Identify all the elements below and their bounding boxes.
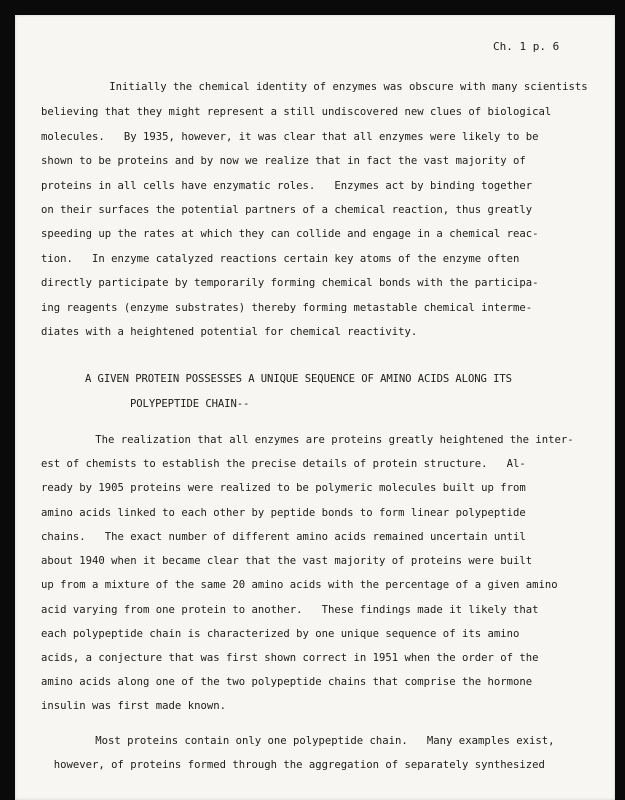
paragraph-2-line-12: insulin was first made known. xyxy=(41,700,226,712)
paragraph-2-line-7: up from a mixture of the same 20 amino acids with the percentage of a given amino xyxy=(41,579,558,591)
paragraph-1-line-5: proteins in all cells have enzymatic roles. Enzymes act by binding together xyxy=(41,180,533,192)
paragraph-1-line-10: ing reagents (enzyme substrates) thereby forming metastable chemical interme- xyxy=(41,302,533,314)
paragraph-1-line-7: speeding up the rates at which they can collide and engage in a chemical reac- xyxy=(41,228,539,240)
paragraph-1-line-6: on their surfaces the potential partners of a chemical reaction, thus greatly xyxy=(41,204,533,216)
paragraph-2-line-5: chains. The exact number of different amino acids remained uncertain until xyxy=(41,531,526,543)
paragraph-1-line-11: diates with a heightened potential for chemical reactivity. xyxy=(41,326,418,338)
paragraph-2-line-3: ready by 1905 proteins were realized to be polymeric molecules built up from xyxy=(41,482,526,494)
paragraph-2-line-6: about 1940 when it became clear that the vast majority of proteins were built xyxy=(41,555,533,567)
paragraph-1-line-2: believing that they might represent a still undiscovered new clues of biological xyxy=(41,106,552,118)
section-heading-line-1: A GIVEN PROTEIN POSSESSES A UNIQUE SEQUENCE OF AMINO ACIDS ALONG ITS xyxy=(85,373,512,385)
paragraph-1-line-9: directly participate by temporarily forming chemical bonds with the participa- xyxy=(41,277,539,289)
paragraph-1-line-8: tion. In enzyme catalyzed reactions certain key atoms of the enzyme often xyxy=(41,253,520,265)
page-number: Ch. 1 p. 6 xyxy=(493,40,560,53)
paragraph-2-line-4: amino acids linked to each other by peptide bonds to form linear polypeptide xyxy=(41,507,526,519)
paragraph-3-line-1: Most proteins contain only one polypeptide chain. Many examples exist, xyxy=(57,735,555,747)
paragraph-2-line-2: est of chemists to establish the precise details of protein structure. Al- xyxy=(41,458,526,470)
document-page xyxy=(15,15,615,800)
paragraph-2-line-8: acid varying from one protein to another. These findings made it likely that xyxy=(41,604,539,616)
paragraph-1-line-1: Initially the chemical identity of enzymes was obscure with many scientists xyxy=(71,81,588,93)
paragraph-1-line-4: shown to be proteins and by now we realize that in fact the vast majority of xyxy=(41,155,526,167)
paragraph-1-line-3: molecules. By 1935, however, it was clear that all enzymes were likely to be xyxy=(41,131,539,143)
paragraph-2-line-1: The realization that all enzymes are proteins greatly heightened the inter- xyxy=(57,434,574,446)
paragraph-2-line-9: each polypeptide chain is characterized by one unique sequence of its amino xyxy=(41,628,520,640)
paragraph-2-line-11: amino acids along one of the two polypeptide chains that comprise the hormone xyxy=(41,676,533,688)
section-heading-line-2: POLYPEPTIDE CHAIN-- xyxy=(130,398,250,410)
paragraph-2-line-10: acids, a conjecture that was first shown correct in 1951 when the order of the xyxy=(41,652,539,664)
paragraph-3-line-2: however, of proteins formed through the aggregation of separately synthesized xyxy=(41,759,545,771)
